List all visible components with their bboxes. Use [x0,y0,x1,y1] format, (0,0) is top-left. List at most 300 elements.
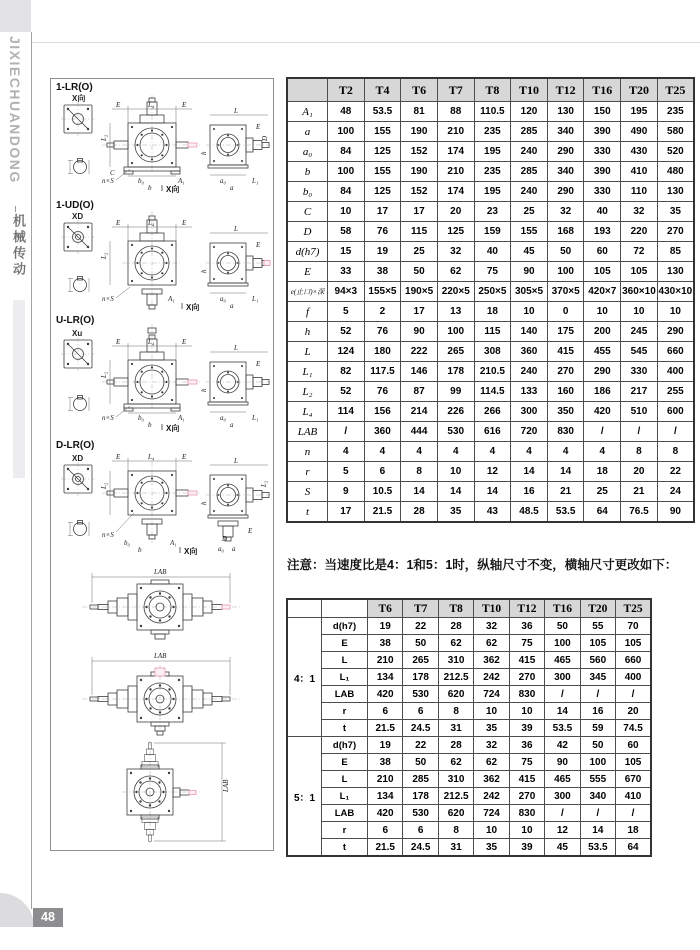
value-cell: 6 [364,462,401,482]
value-cell: 155 [364,122,401,142]
value-cell: 33 [328,262,365,282]
value-cell: 10 [509,703,544,720]
value-cell: 360 [364,422,401,442]
size-column-header: T25 [616,599,651,618]
svg-text:E: E [256,241,261,249]
value-cell: / [580,805,615,822]
svg-text:L₂: L₂ [100,482,108,489]
header-row [287,599,651,618]
value-cell: 270 [657,222,694,242]
svg-text:E: E [182,338,187,346]
corner-cell [287,599,322,618]
value-cell: 39 [509,839,544,857]
value-cell: 350 [547,402,584,422]
value-cell: 465 [545,652,580,669]
value-cell: 180 [364,342,401,362]
value-cell: 265 [403,652,438,669]
value-cell: 340 [547,162,584,182]
value-cell: 10 [509,822,544,839]
value-cell: 64 [584,502,621,523]
value-cell: 420×7 [584,282,621,302]
value-cell: 35 [437,502,474,523]
value-cell: 25 [511,202,548,222]
value-cell: 210 [437,122,474,142]
value-cell: 660 [657,342,694,362]
row-label: a₀ [287,142,328,162]
value-cell: 40 [474,242,511,262]
value-cell: 6 [403,703,438,720]
row-label: L₁ [322,788,368,805]
svg-text:b: b [148,421,152,429]
row-label: t [287,502,328,523]
svg-text:a₀: a₀ [220,295,226,303]
value-cell: 32 [474,618,509,635]
row-label: t [322,720,368,737]
value-cell: 530 [403,805,438,822]
value-cell: 38 [364,262,401,282]
dimension-row [287,703,651,720]
svg-text:L₄: L₄ [148,453,155,461]
value-cell: 130 [657,262,694,282]
value-cell: 35 [474,720,509,737]
value-cell: 12 [474,462,511,482]
value-cell: 50 [401,262,438,282]
value-cell: / [328,422,365,442]
value-cell: 340 [547,122,584,142]
value-cell: 36 [509,737,544,754]
value-cell: 660 [616,652,651,669]
value-cell: 100 [580,754,615,771]
sidebar-accent-bar [13,300,25,478]
svg-text:h: h [200,151,208,155]
value-cell: 480 [657,162,694,182]
dimension-row [287,182,694,202]
dimension-row [287,142,694,162]
value-cell: 616 [474,422,511,442]
svg-text:A₁: A₁ [168,295,175,303]
dimension-row [287,222,694,242]
size-column-header: T25 [657,78,694,102]
value-cell: / [657,422,694,442]
dimension-row [287,122,694,142]
value-cell: 240 [511,362,548,382]
value-cell: 210 [368,771,403,788]
dimension-row [287,482,694,502]
dimension-row [287,686,651,703]
size-column-header: T16 [545,599,580,618]
dimension-row [287,737,651,754]
value-cell: 134 [368,669,403,686]
corner-cell [322,599,368,618]
value-cell: 28 [401,502,438,523]
value-cell: 60 [584,242,621,262]
value-cell: 22 [657,462,694,482]
value-cell: 21.5 [364,502,401,523]
drawing-assembly-vertical [52,739,271,845]
value-cell: 5 [328,302,365,322]
value-cell: 444 [401,422,438,442]
value-cell: 130 [547,102,584,122]
value-cell: 420 [584,402,621,422]
value-cell: 400 [657,362,694,382]
value-cell: 212.5 [438,669,473,686]
page-number-badge: 48 [33,908,63,927]
value-cell: 9 [328,482,365,502]
value-cell: 174 [437,142,474,162]
value-cell: 290 [584,362,621,382]
value-cell: 4 [474,442,511,462]
value-cell: 60 [616,737,651,754]
svg-text:E: E [248,527,253,535]
value-cell: 88 [437,102,474,122]
row-label: r [322,822,368,839]
svg-text:E: E [182,101,187,109]
value-cell: 720 [511,422,548,442]
value-cell: 20 [621,462,658,482]
svg-text:n×S: n×S [102,177,114,185]
svg-text:E: E [182,453,187,461]
value-cell: 14 [511,462,548,482]
brand-divider-dash [15,206,16,212]
value-cell: 100 [328,122,365,142]
value-cell: 90 [657,502,694,523]
value-cell: 10 [474,703,509,720]
value-cell: 64 [616,839,651,857]
value-cell: 555 [580,771,615,788]
svg-text:D: D [222,535,228,543]
row-label: L₄ [287,402,328,422]
value-cell: 52 [328,382,365,402]
value-cell: 134 [368,788,403,805]
value-cell: 32 [474,737,509,754]
value-cell: 32 [621,202,658,222]
row-label: S [287,482,328,502]
value-cell: / [616,686,651,703]
value-cell: 14 [437,482,474,502]
value-cell: 242 [474,788,509,805]
value-cell: 62 [474,635,509,652]
value-cell: 155 [511,222,548,242]
value-cell: 490 [621,122,658,142]
value-cell: 420 [368,686,403,703]
row-label: d(h7) [322,737,368,754]
svg-text:L: L [234,225,238,233]
value-cell: 125 [437,222,474,242]
value-cell: 174 [437,182,474,202]
value-cell: 250×5 [474,282,511,302]
value-cell: 17 [328,502,365,523]
value-cell: 210 [437,162,474,182]
dimension-row [287,382,694,402]
value-cell: 245 [621,322,658,342]
dimension-row [287,839,651,857]
value-cell: 285 [511,162,548,182]
drawings-panel [50,78,274,851]
dimension-row [287,202,694,222]
dimension-row [287,442,694,462]
size-column-header: T10 [511,78,548,102]
value-cell: 14 [547,462,584,482]
svg-text:L₁: L₁ [252,177,259,185]
value-cell: / [580,686,615,703]
svg-text:D-LR(O): D-LR(O) [56,440,95,451]
value-cell: 10 [511,302,548,322]
svg-text:L₂: L₂ [100,134,108,141]
value-cell: 99 [437,382,474,402]
size-column-header: T8 [474,78,511,102]
value-cell: 620 [438,805,473,822]
value-cell: 100 [328,162,365,182]
value-cell: 17 [401,302,438,322]
ratio-cell: 5：1 [287,737,322,857]
value-cell: 38 [368,754,403,771]
value-cell: 242 [474,669,509,686]
drawing-1-ud [52,197,271,311]
value-cell: / [545,805,580,822]
value-cell: 90 [401,322,438,342]
footer-curve-shape [0,893,34,927]
row-label: L₁ [322,669,368,686]
value-cell: 114.5 [474,382,511,402]
dimension-row [287,262,694,282]
value-cell: 18 [584,462,621,482]
svg-text:A₁: A₁ [178,414,185,422]
svg-text:n×S: n×S [102,531,114,539]
value-cell: 266 [474,402,511,422]
row-label: LAB [322,805,368,822]
value-cell: 155 [364,162,401,182]
value-cell: 42 [545,737,580,754]
svg-text:a: a [230,421,234,429]
dimension-row [287,754,651,771]
value-cell: 159 [474,222,511,242]
drawing-u-lr [52,312,271,432]
value-cell: 360×10 [621,282,658,302]
value-cell: 530 [437,422,474,442]
value-cell: 830 [547,422,584,442]
dimension-row [287,162,694,182]
value-cell: 190×5 [401,282,438,302]
value-cell: 94×3 [328,282,365,302]
value-cell: 85 [657,242,694,262]
value-cell: 28 [438,618,473,635]
drawing-assembly-horizontal-2 [52,647,271,737]
value-cell: 110.5 [474,102,511,122]
svg-text:b: b [148,184,152,192]
value-cell: 545 [621,342,658,362]
dimension-row [287,618,651,635]
svg-text:X向: X向 [184,547,198,555]
value-cell: 670 [616,771,651,788]
value-cell: 125 [364,182,401,202]
value-cell: 4 [328,442,365,462]
svg-text:E: E [256,123,261,131]
dimension-row [287,788,651,805]
value-cell: 430×10 [657,282,694,302]
value-cell: 14 [545,703,580,720]
dimension-row [287,242,694,262]
row-label: L₂ [287,382,328,402]
value-cell: / [621,422,658,442]
value-cell: 152 [401,182,438,202]
value-cell: 8 [401,462,438,482]
value-cell: 10 [621,302,658,322]
value-cell: 14 [580,822,615,839]
value-cell: 362 [474,771,509,788]
value-cell: 31 [438,839,473,857]
value-cell: 8 [621,442,658,462]
svg-text:a₀: a₀ [220,414,226,422]
value-cell: 305×5 [511,282,548,302]
value-cell: 105 [580,635,615,652]
value-cell: 520 [657,142,694,162]
value-cell: 140 [511,322,548,342]
value-cell: 45 [545,839,580,857]
row-label: L [287,342,328,362]
dimension-row [287,771,651,788]
row-label: r [287,462,328,482]
svg-text:L₁: L₁ [252,295,259,303]
value-cell: 190 [401,162,438,182]
svg-text:E: E [116,453,121,461]
drawing-1-lr [52,79,271,193]
value-cell: 16 [511,482,548,502]
svg-text:1-UD(O): 1-UD(O) [56,200,94,211]
brand-vertical-chinese: 机械传动 [11,214,26,278]
svg-text:E: E [116,338,121,346]
value-cell: 724 [474,686,509,703]
svg-text:X向: X向 [166,424,180,432]
value-cell: 22 [403,737,438,754]
value-cell: 290 [547,142,584,162]
row-label: L [322,771,368,788]
value-cell: 13 [437,302,474,322]
value-cell: 50 [547,242,584,262]
size-column-header: T4 [364,78,401,102]
value-cell: 21 [621,482,658,502]
svg-text:LAB: LAB [154,652,167,660]
svg-text:X向: X向 [166,185,180,193]
value-cell: 117.5 [364,362,401,382]
value-cell: 465 [545,771,580,788]
svg-text:h: h [200,501,208,505]
svg-text:L₂: L₂ [100,371,108,378]
value-cell: 10 [437,462,474,482]
value-cell: 35 [474,839,509,857]
value-cell: 345 [580,669,615,686]
value-cell: 8 [657,442,694,462]
value-cell: 310 [438,771,473,788]
row-label: LAB [287,422,328,442]
value-cell: 76 [364,382,401,402]
value-cell: 830 [509,686,544,703]
value-cell: 10 [474,822,509,839]
value-cell: 24.5 [403,720,438,737]
sidebar-top-block [0,0,31,32]
svg-text:A₁: A₁ [170,539,177,547]
size-column-header: T12 [509,599,544,618]
value-cell: 235 [474,122,511,142]
value-cell: 410 [616,788,651,805]
dimension-row [287,422,694,442]
value-cell: 28 [438,737,473,754]
value-cell: 124 [328,342,365,362]
value-cell: 53.5 [547,502,584,523]
value-cell: 17 [401,202,438,222]
value-cell: 100 [437,322,474,342]
value-cell: 105 [621,262,658,282]
value-cell: 16 [580,703,615,720]
svg-text:b₀: b₀ [138,414,144,422]
value-cell: 724 [474,805,509,822]
value-cell: 50 [580,737,615,754]
value-cell: 50 [403,754,438,771]
value-cell: 21.5 [368,839,403,857]
value-cell: 210.5 [474,362,511,382]
svg-text:b: b [138,546,142,554]
svg-text:C: C [110,169,115,177]
dimension-row [287,669,651,686]
ratio-dimensions-table [286,598,652,857]
value-cell: 178 [437,362,474,382]
row-label: b₀ [287,182,328,202]
value-cell: 75 [509,635,544,652]
value-cell: 420 [368,805,403,822]
value-cell: 21 [547,482,584,502]
value-cell: 45 [511,242,548,262]
svg-text:h: h [200,388,208,392]
value-cell: 430 [621,142,658,162]
value-cell: 53.5 [545,720,580,737]
row-label: E [287,262,328,282]
row-label: h [287,322,328,342]
value-cell: 300 [545,788,580,805]
value-cell: 300 [511,402,548,422]
value-cell: 76 [364,322,401,342]
value-cell: 168 [547,222,584,242]
size-column-header: T10 [474,599,509,618]
row-label: D [287,222,328,242]
dimension-row [287,302,694,322]
value-cell: 75 [474,262,511,282]
size-column-header: T7 [403,599,438,618]
size-column-header: T20 [580,599,615,618]
value-cell: 200 [584,322,621,342]
value-cell: 114 [328,402,365,422]
value-cell: 15 [328,242,365,262]
dimension-row [287,502,694,523]
svg-text:L₁: L₁ [252,414,259,422]
value-cell: 10.5 [364,482,401,502]
value-cell: 90 [511,262,548,282]
value-cell: 50 [545,618,580,635]
value-cell: 150 [584,102,621,122]
size-column-header: T20 [621,78,658,102]
value-cell: 35 [657,202,694,222]
value-cell: 84 [328,142,365,162]
value-cell: 18 [474,302,511,322]
header-divider-line [32,42,700,43]
row-label: d(h7) [322,618,368,635]
row-label: e(止口)×深 [287,282,328,302]
value-cell: 310 [438,652,473,669]
value-cell: 415 [509,771,544,788]
svg-text:L₄: L₄ [148,219,155,227]
value-cell: 25 [584,482,621,502]
value-cell: 110 [621,182,658,202]
svg-text:XD: XD [72,454,84,463]
dimension-row [287,402,694,422]
